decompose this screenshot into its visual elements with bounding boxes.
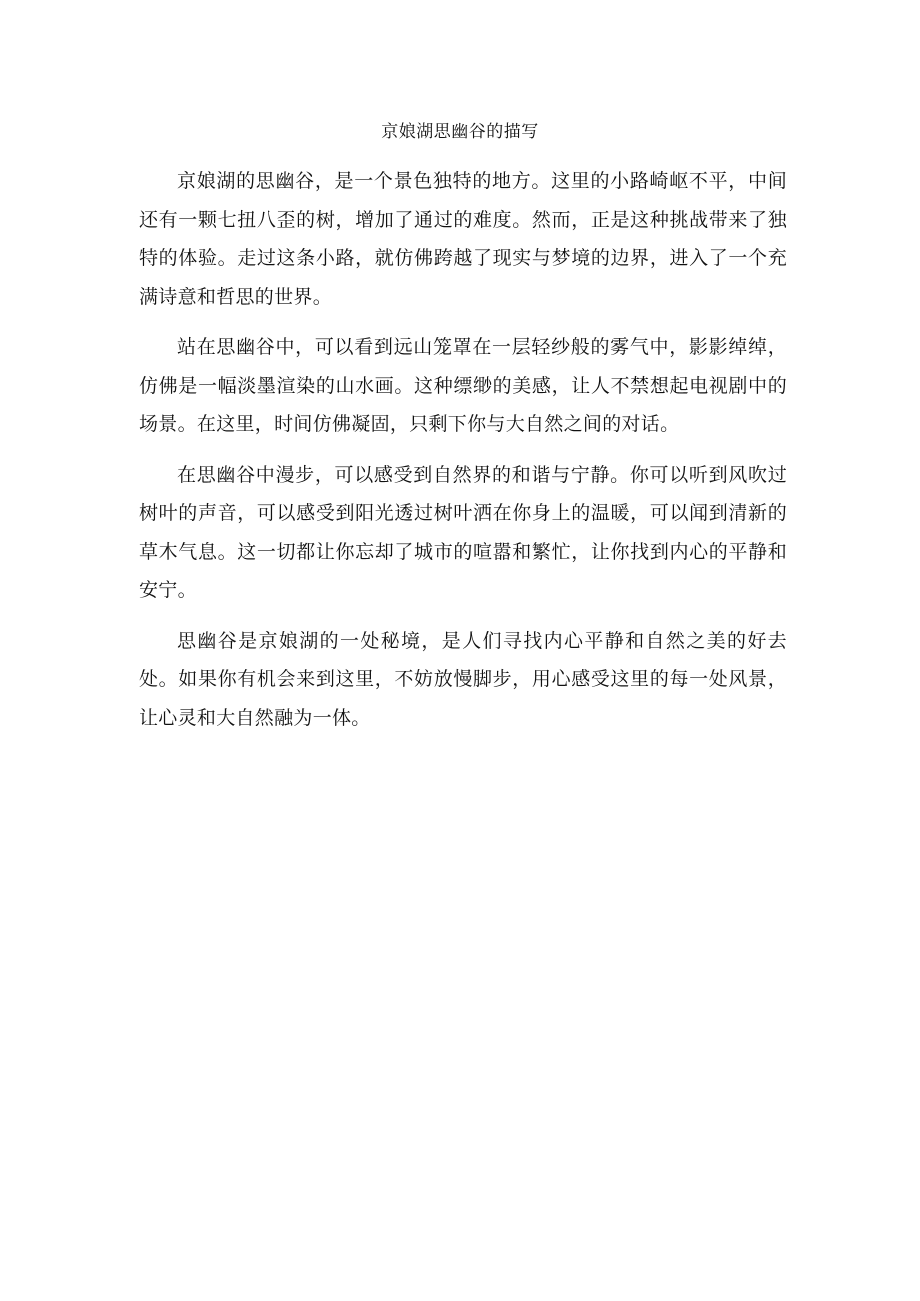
paragraph-3: 在思幽谷中漫步，可以感受到自然界的和谐与宁静。你可以听到风吹过树叶的声音，可以感受到阳光透过树叶洒在你身上的温暖，可以闻到清新的草木气息。这一切都让你忘却了城市的喧嚣和繁忙，让你找到内心的平静和安宁。 bbox=[139, 463, 787, 601]
document-body bbox=[139, 162, 787, 749]
document-title: 京娘湖思幽谷的描写 bbox=[381, 122, 539, 142]
paragraph-4: 思幽谷是京娘湖的一处秘境，是人们寻找内心平静和自然之美的好去处。如果你有机会来到这里，不妨放慢脚步，用心感受这里的每一处风景，让心灵和大自然融为一体。 bbox=[139, 629, 787, 729]
paragraph-2: 站在思幽谷中，可以看到远山笼罩在一层轻纱般的雾气中，影影绰绰，仿佛是一幅淡墨渲染的山水画。这种缥缈的美感，让人不禁想起电视剧中的场景。在这里，时间仿佛凝固，只剩下你与大自然之间的对话。 bbox=[139, 336, 787, 435]
paragraph-1: 京娘湖的思幽谷，是一个景色独特的地方。这里的小路崎岖不平，中间还有一颗七扭八歪的树，增加了通过的难度。然而，正是这种挑战带来了独特的体验。走过这条小路，就仿佛跨越了现实与梦境的边界，进入了一个充满诗意和哲思的世界。 bbox=[139, 170, 787, 308]
